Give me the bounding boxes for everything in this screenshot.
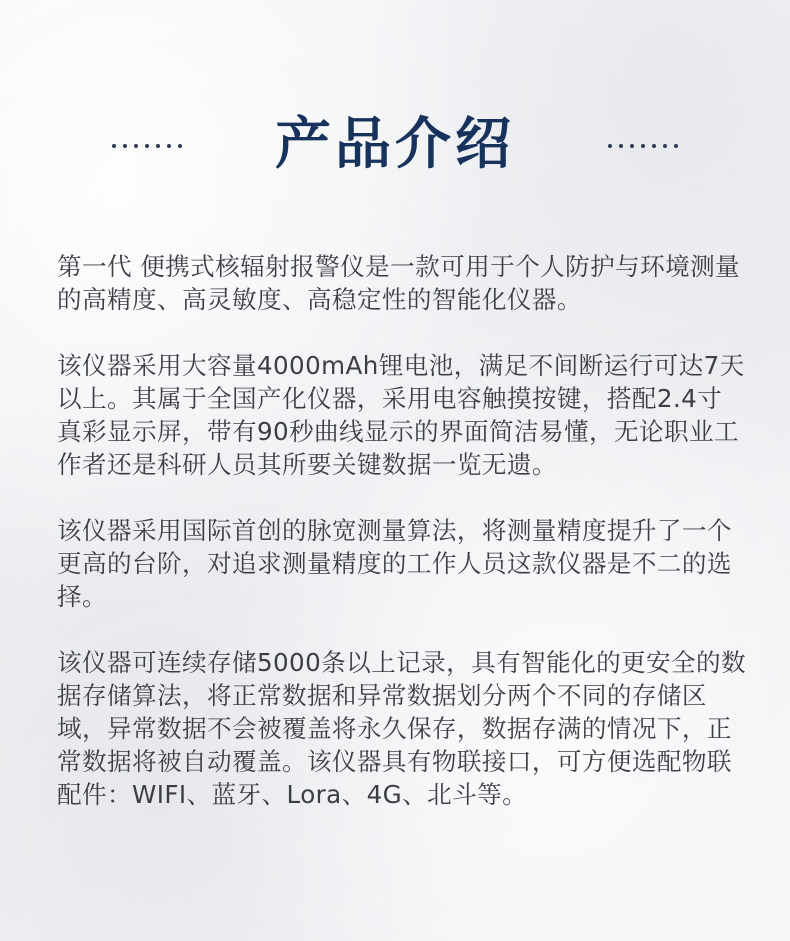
product-description	[57, 250, 747, 844]
header-section	[0, 100, 790, 190]
decorative-dots-right	[608, 134, 678, 148]
paragraph-intro: 第一代 便携式核辐射报警仪是一款可用于个人防护与环境测量的高精度、高灵敏度、高稳定性的智能化仪器。	[57, 252, 741, 314]
page-title: 产品介绍	[275, 112, 515, 177]
paragraph-storage-iot: 该仪器可连续存储5000条以上记录，具有智能化的更安全的数据存储算法，将正常数据和异常数据划分两个不同的存储区域，异常数据不会被覆盖将永久保存，数据存满的情况下，正常数据将被自动覆盖。该仪器具有物联接口，可方便选配物联配件：WIFI、蓝牙、Lora、4G、北斗等。	[57, 648, 747, 809]
paragraph-algorithm: 该仪器采用国际首创的脉宽测量算法，将测量精度提升了一个更高的台阶，对追求测量精度的工作人员这款仪器是不二的选择。	[57, 516, 732, 611]
paragraph-battery-display: 该仪器采用大容量4000mAh锂电池，满足不间断运行可达7天以上。其属于全国产化仪器，采用电容触摸按键，搭配2.4寸真彩显示屏，带有90秒曲线显示的界面简洁易懂，无论职业工作者还是科研人员其所要关键数据一览无遗。	[57, 351, 745, 479]
